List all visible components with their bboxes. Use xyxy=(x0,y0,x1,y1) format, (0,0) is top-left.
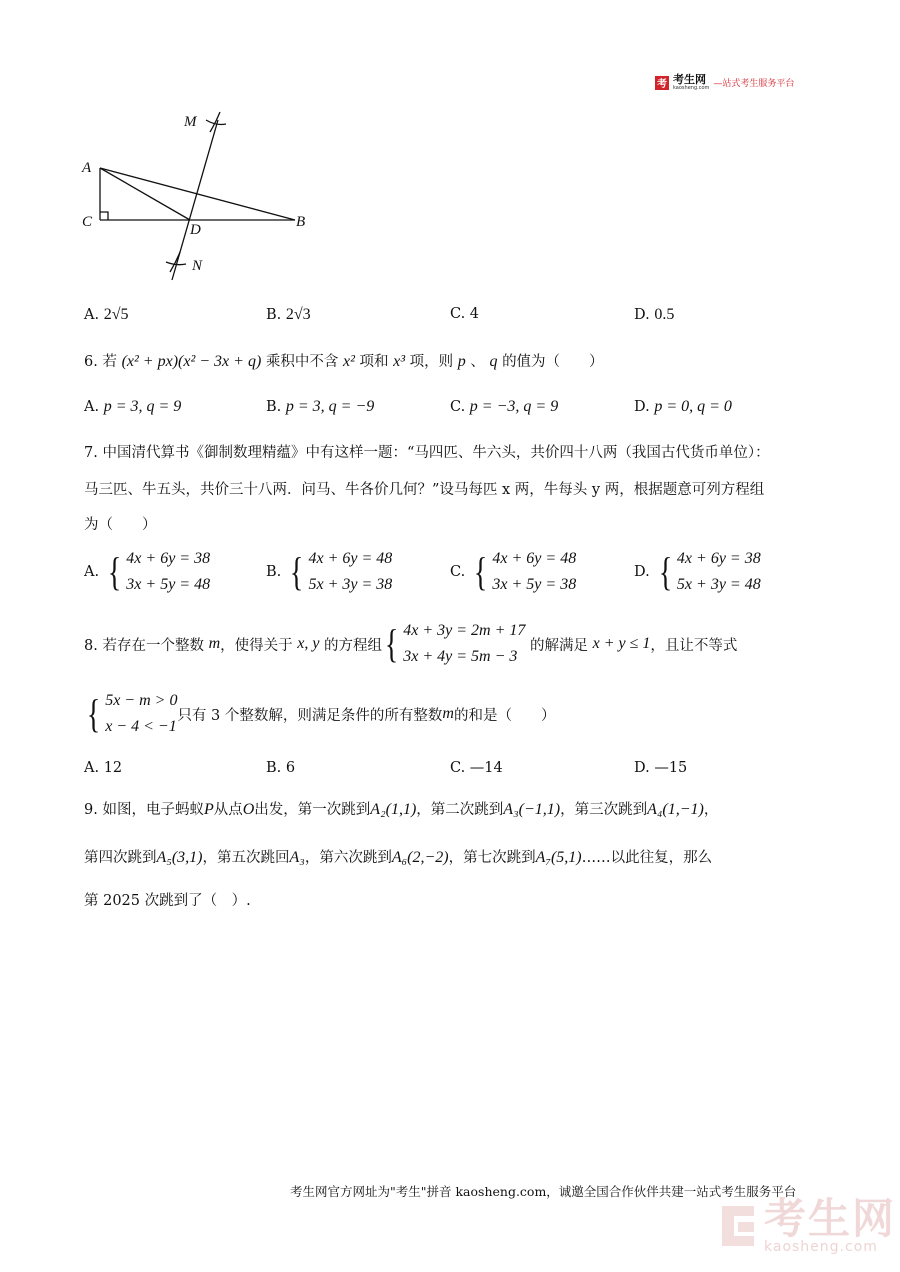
q8-option-c[interactable]: C. —14 xyxy=(450,760,503,776)
brace-icon: { xyxy=(384,621,399,666)
q7-option-c[interactable]: C. { 4x + 6y = 48 3x + 5y = 38 xyxy=(450,549,577,594)
segment-ab xyxy=(100,168,295,220)
footer-text: 考生网官方网址为"考生"拼音 kaosheng.com，诚邀全国合作伙伴共建一站式考生服务平台 xyxy=(290,1184,797,1199)
q8-option-b[interactable]: B. 6 xyxy=(266,760,296,776)
q9-line-3: 第 2025 次跳到了（ ）. xyxy=(84,893,251,909)
q6-option-b[interactable]: B. p = 3, q = −9 xyxy=(266,398,375,415)
brace-icon: { xyxy=(290,549,304,594)
q6-option-c[interactable]: C. p = −3, q = 9 xyxy=(450,398,559,415)
right-angle-mark xyxy=(100,212,108,220)
header-slogan: —站式考生服务平台 xyxy=(713,79,795,89)
q5-option-a[interactable]: A. 2√5 xyxy=(84,306,129,323)
q5-option-b[interactable]: B. 2√3 xyxy=(266,306,311,323)
q8-option-d[interactable]: D. —15 xyxy=(634,760,688,776)
brace-icon: { xyxy=(658,549,673,594)
q9-line-2: 第四次跳到A₅(3,1)，第五次跳回A₃，第六次跳到A₆(2,−2)，第七次跳到A₇(5,1)……以此往复，那么 xyxy=(84,849,713,866)
brace-icon: { xyxy=(474,549,488,594)
q8-stem-line-1: 8. 若存在一个整数 m ，使得关于 x, y 的方程组 { 4x + 3y = 2m + 17 3x + 4y = 5m − 3 的解满足 x + y ≤ 1 ，且让不等式 xyxy=(84,621,738,666)
q5-option-d[interactable]: D. 0.5 xyxy=(634,306,675,323)
q6-option-d[interactable]: D. p = 0, q = 0 xyxy=(634,398,732,415)
label-b: B xyxy=(296,214,306,230)
q8-stem-line-2: { 5x − m > 0 x − 4 < −1 只有 3 个整数解，则满足条件的所有整数 m 的和是（ ） xyxy=(86,691,556,736)
label-c: C xyxy=(82,214,93,230)
q9-line-1: 9. 如图，电子蚂蚁P从点O出发，第一次跳到A₂(1,1)，第二次跳到A₃(−1,1)，第三次跳到A₄(1,−1)， xyxy=(84,801,719,818)
q7-line-2: 马三匹、牛五头，共价三十八两．问马、牛各价几何？”设马每匹 x 两，牛每头 y 两，根据题意可列方程组 xyxy=(84,482,765,498)
label-a: A xyxy=(82,160,92,176)
label-d: D xyxy=(190,222,201,238)
q6-expression: (x² + px)(x² − 3x + q) xyxy=(121,353,262,370)
logo-name: 考生网 xyxy=(673,73,706,86)
q7-option-d[interactable]: D. { 4x + 6y = 38 5x + 3y = 48 xyxy=(634,549,761,594)
watermark-logo-icon xyxy=(718,1202,758,1250)
watermark xyxy=(718,1194,897,1255)
geometry-figure xyxy=(70,100,330,290)
q7-line-1: 7. 中国清代算书《御制数理精蕴》中有这样一题：“马四匹、牛六头，共价四十八两（我国古代货币单位）： xyxy=(84,445,770,461)
logo-domain: kaosheng.com xyxy=(673,85,710,91)
label-m: M xyxy=(184,114,197,130)
brace-icon: { xyxy=(107,549,122,594)
q7-line-3: 为（ ） xyxy=(84,517,157,533)
logo-mark-icon: 考 xyxy=(655,76,669,90)
q6-stem: 6. 若 (x² + px)(x² − 3x + q) 乘积中不含 x² 项和 x³ 项，则 p 、 q 的值为（ ） xyxy=(84,353,604,370)
watermark-text: 考生网 xyxy=(764,1194,897,1243)
segment-ad xyxy=(100,168,190,220)
label-n: N xyxy=(192,258,203,274)
brace-icon: { xyxy=(86,691,101,736)
q6-option-a[interactable]: A. p = 3, q = 9 xyxy=(84,398,182,415)
watermark-sub: kaosheng.com xyxy=(764,1239,878,1255)
q8-option-a[interactable]: A. 12 xyxy=(84,760,123,776)
q5-option-c[interactable]: C. 4 xyxy=(450,306,480,322)
q7-option-a[interactable]: A. { 4x + 6y = 38 3x + 5y = 48 xyxy=(84,549,211,594)
q7-option-b[interactable]: B. { 4x + 6y = 48 5x + 3y = 38 xyxy=(266,549,393,594)
site-logo[interactable] xyxy=(655,74,794,91)
